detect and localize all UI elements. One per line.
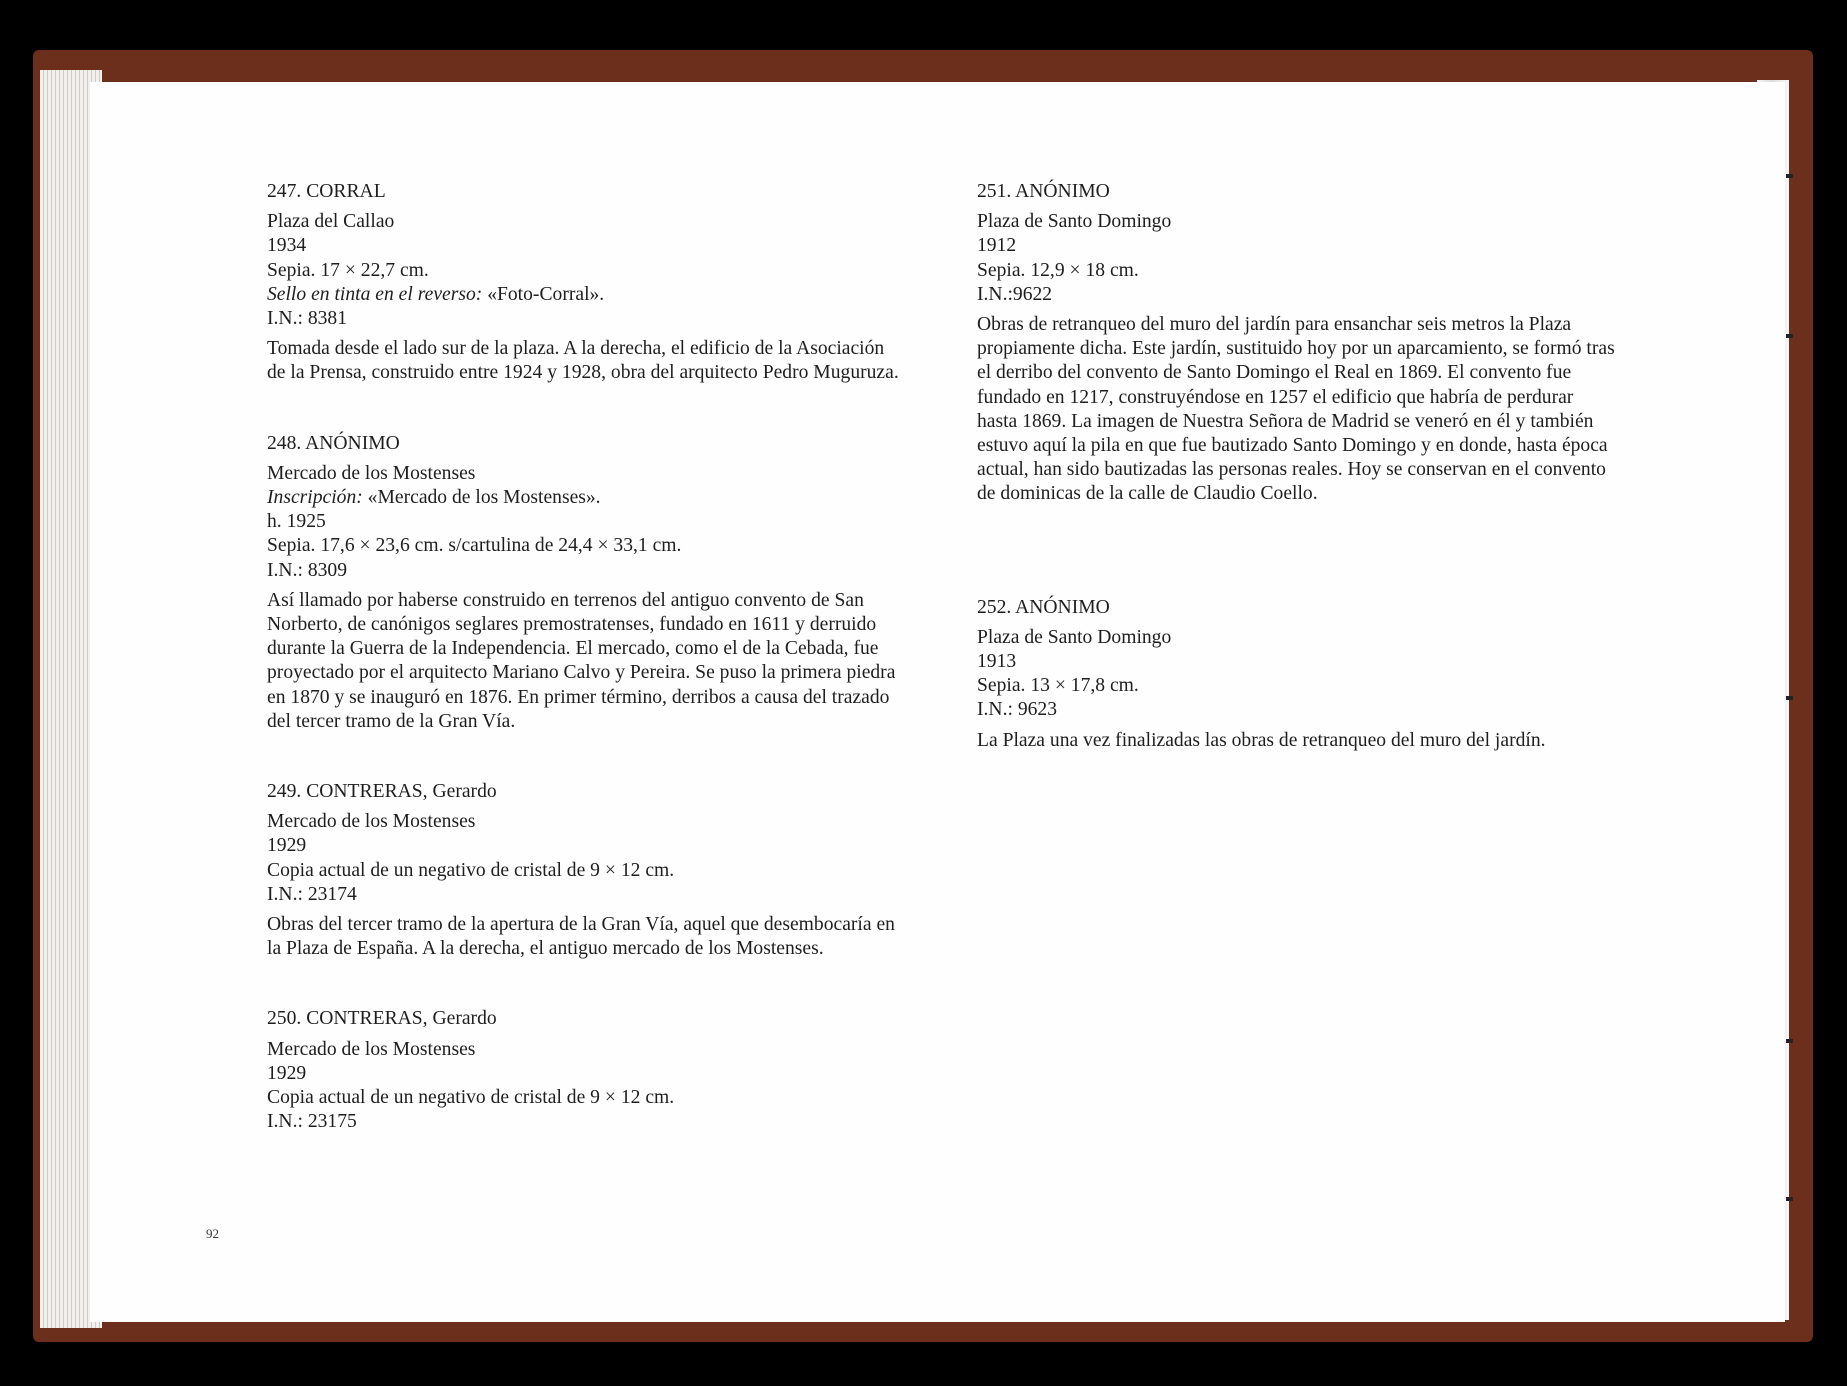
entry-line — [267, 534, 907, 558]
entry-description: Así llamado por haberse construido en terrenos del antiguo convento de San Norberto, de canónigos seglares premostratenses, fundado en 1611 y derruido durante la Guerra de la Independencia. El mercado, como el de la Cebada, fue proyectado por el arquitecto Mariano Calvo y Pereira. Se puso la primera piedra en 1870 y se inauguró en 1876. En primer término, derribos a causa del trazado del tercer tramo de la Gran Vía. — [267, 589, 896, 732]
catalogue-entry — [977, 596, 1617, 753]
entry-heading: 252. ANÓNIMO — [977, 596, 1110, 618]
entry-heading: 248. ANÓNIMO — [267, 432, 400, 454]
entry-line — [267, 307, 907, 331]
entry-line-text: I.N.:9622 — [977, 283, 1053, 305]
catalogue-entry — [267, 180, 907, 386]
entry-line-text: «Mercado de los Mostenses». — [362, 487, 601, 509]
edge-mark — [1786, 334, 1793, 338]
entry-line-label: Inscripción: — [267, 487, 363, 509]
entry-line-text: Plaza de Santo Domingo — [977, 211, 1172, 233]
edge-mark — [1786, 696, 1793, 700]
entry-heading: 251. ANÓNIMO — [977, 181, 1110, 202]
entry-line-label: Sello en tinta en el reverso: — [267, 283, 483, 305]
entry-line-text: «Foto-Corral». — [482, 283, 605, 305]
entry-line — [267, 810, 907, 834]
entry-line — [977, 234, 1617, 258]
entry-line — [267, 834, 907, 858]
entry-line — [267, 234, 907, 258]
entry-line — [267, 1062, 907, 1086]
entry-line — [977, 259, 1617, 283]
entry-line — [267, 462, 907, 486]
book-page — [90, 82, 1785, 1322]
entry-line-text: Mercado de los Mostenses — [267, 462, 476, 484]
left-column — [267, 180, 907, 1135]
entry-line-text: Mercado de los Mostenses — [267, 1038, 476, 1060]
entry-line-text: 1912 — [977, 235, 1017, 257]
entry-heading: 247. CORRAL — [267, 181, 386, 202]
entry-line-text: 1929 — [267, 835, 307, 857]
entry-line-text: Copia actual de un negativo de cristal de 9 × 12 cm. — [267, 859, 675, 881]
entry-heading: 249. CONTRERAS, Gerardo — [267, 781, 497, 803]
entry-line-text: I.N.: 23174 — [267, 883, 357, 905]
entry-line-text: 1913 — [977, 651, 1017, 673]
entry-line-text: I.N.: 8381 — [267, 308, 348, 330]
entry-line — [267, 210, 907, 234]
catalogue-entry — [977, 180, 1617, 507]
entry-line — [267, 1086, 907, 1110]
entry-line — [977, 283, 1617, 307]
entry-description: La Plaza una vez finalizadas las obras de retranqueo del muro del jardín. — [977, 729, 1546, 751]
entry-line-text: 1934 — [267, 235, 307, 257]
page-number: 92 — [206, 1226, 219, 1241]
catalogue-entry — [267, 780, 907, 961]
entry-line-text: Plaza de Santo Domingo — [977, 626, 1172, 648]
entry-line-text: Sepia. 12,9 × 18 cm. — [977, 259, 1139, 281]
entry-line — [267, 559, 907, 583]
entry-description: Tomada desde el lado sur de la plaza. A la derecha, el edificio de la Asociación de la Prensa, construido entre 1924 y 1928, obra del arquitecto Pedro Muguruza. — [267, 338, 899, 384]
entry-line — [977, 650, 1617, 674]
right-column — [977, 180, 1617, 753]
entry-description: Obras de retranqueo del muro del jardín para ensanchar seis metros la Plaza propiamente dicha. Este jardín, sustituido hoy por un aparcamiento, se formó tras el derribo del convento de Santo Domingo el Real en 1869. El convento fue fundado en 1217, construyéndose en 1257 el edificio que habría de perdurar hasta 1869. La imagen de Nuestra Señora de Madrid se veneró en él y también estuvo aquí la pila en que fue bautizado Santo Domingo y en donde, hasta época actual, han sido bautizadas las personas reales. Hoy se conservan en el convento de dominicas de la calle de Claudio Coello. — [977, 314, 1615, 505]
entry-line-text: Sepia. 13 × 17,8 cm. — [977, 675, 1139, 697]
entry-line-text: Copia actual de un negativo de cristal de 9 × 12 cm. — [267, 1087, 675, 1109]
entry-line — [267, 486, 907, 510]
entry-line — [267, 283, 907, 307]
entry-line-text: Mercado de los Mostenses — [267, 811, 476, 833]
edge-mark — [1786, 1039, 1793, 1043]
entry-line-text: Plaza del Callao — [267, 211, 395, 233]
entry-line-text: Sepia. 17,6 × 23,6 cm. s/cartulina de 24,4 × 33,1 cm. — [267, 535, 682, 557]
entry-line — [267, 1038, 907, 1062]
catalogue-entry — [267, 432, 907, 734]
edge-mark — [1786, 174, 1793, 178]
entry-line — [267, 259, 907, 283]
entry-line-text: 1929 — [267, 1062, 307, 1084]
entry-line — [977, 698, 1617, 722]
entry-line — [267, 859, 907, 883]
entry-line-text: Sepia. 17 × 22,7 cm. — [267, 259, 429, 281]
catalogue-entry — [267, 1007, 907, 1134]
entry-line — [977, 674, 1617, 698]
entry-line — [977, 626, 1617, 650]
entry-line-text: h. 1925 — [267, 511, 326, 533]
entry-line-text: I.N.: 8309 — [267, 559, 348, 581]
entry-description: Obras del tercer tramo de la apertura de la Gran Vía, aquel que desembocaría en la Plaza de España. A la derecha, el antiguo mercado de los Mostenses. — [267, 914, 895, 960]
entry-line — [267, 883, 907, 907]
entry-line — [977, 210, 1617, 234]
entry-line-text: I.N.: 23175 — [267, 1111, 357, 1133]
entry-line — [267, 510, 907, 534]
entry-line — [267, 1110, 907, 1134]
entry-line-text: I.N.: 9623 — [977, 699, 1058, 721]
edge-mark — [1786, 1197, 1793, 1201]
entry-heading: 250. CONTRERAS, Gerardo — [267, 1008, 497, 1030]
